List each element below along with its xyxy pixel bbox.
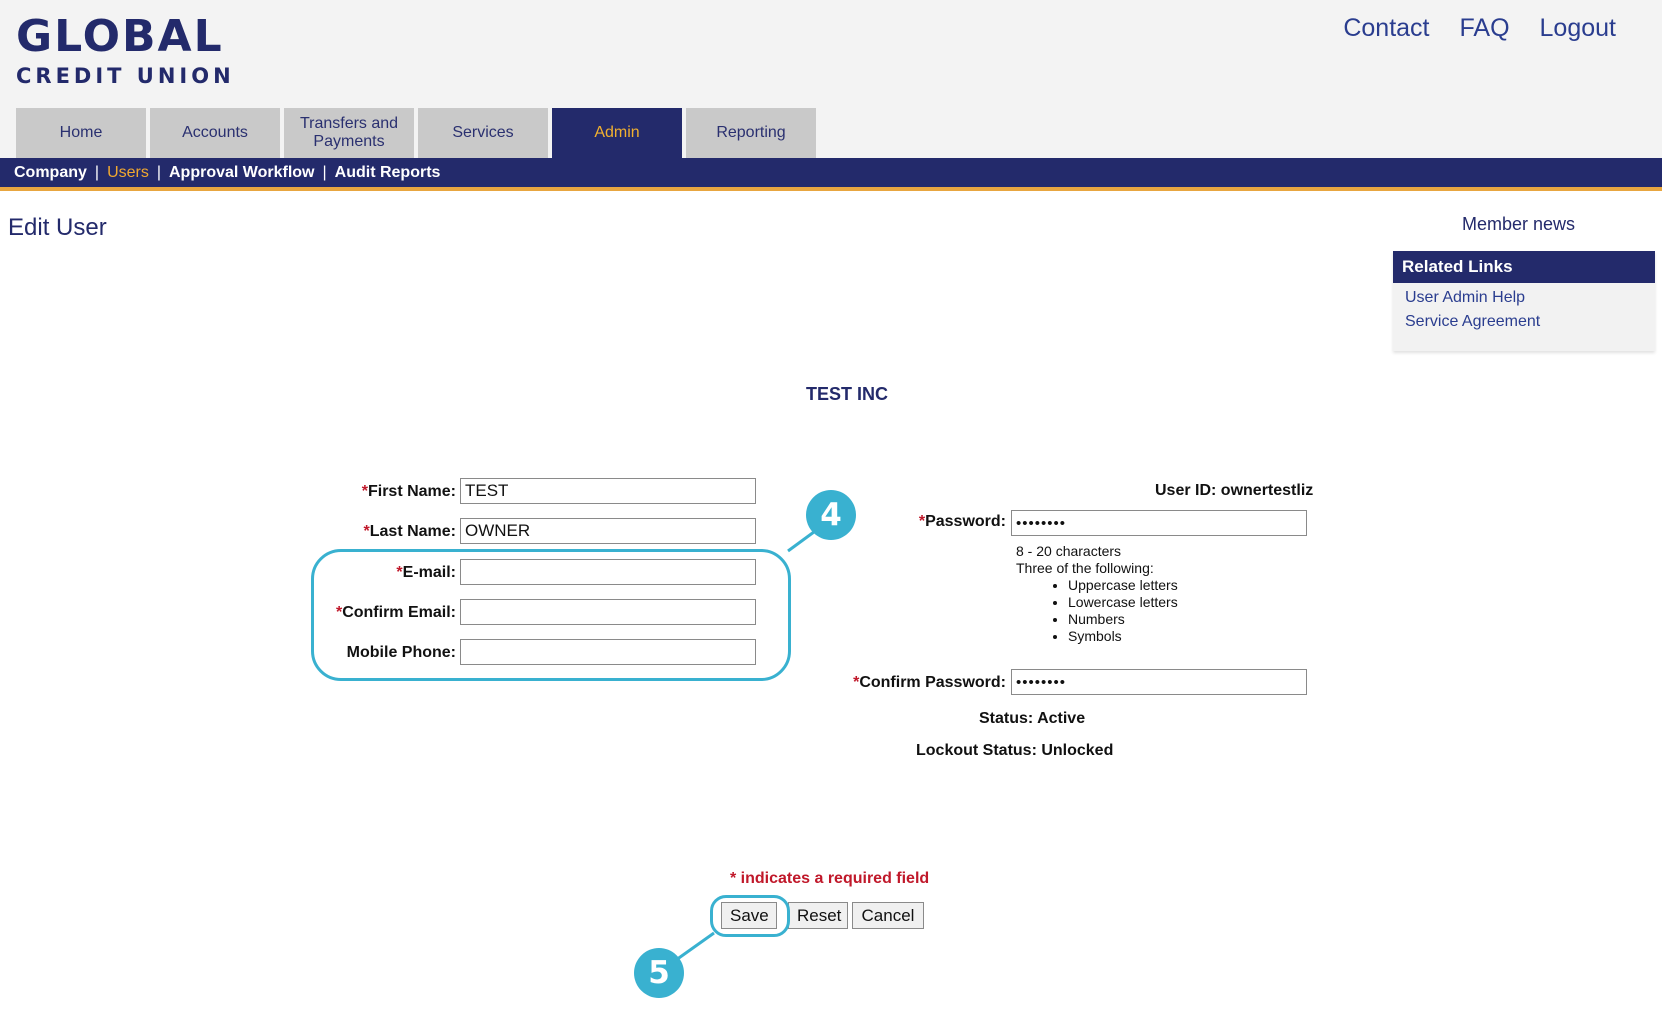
cancel-button[interactable]: Cancel (852, 902, 924, 929)
subnav-users[interactable]: Users (107, 163, 149, 181)
related-links-title: Related Links (1393, 251, 1655, 283)
required-field-note: * indicates a required field (730, 870, 930, 887)
last-name-label: *Last Name: (363, 523, 456, 540)
email-label: *E-mail: (396, 564, 456, 581)
last-name-field[interactable] (460, 518, 756, 544)
status-text: Status: Active (979, 710, 1086, 727)
subnav-approval-workflow[interactable]: Approval Workflow (169, 163, 315, 181)
password-field[interactable] (1011, 510, 1307, 536)
required-asterisk: * (396, 564, 403, 581)
tab-reporting[interactable]: Reporting (686, 108, 816, 158)
required-asterisk: * (363, 523, 370, 540)
reset-button[interactable]: Reset (788, 902, 848, 929)
mobile-phone-label: Mobile Phone: (346, 644, 456, 661)
password-rules (1016, 543, 1178, 645)
page-title: Edit User (8, 214, 107, 241)
tab-admin[interactable]: Admin (552, 108, 682, 158)
contact-link[interactable]: Contact (1343, 14, 1430, 42)
rule-item: • Symbols (1068, 628, 1178, 645)
member-news-link[interactable]: Member news (1462, 214, 1576, 234)
tab-transfers-and-payments[interactable]: Transfers and Payments (284, 108, 414, 158)
first-name-label: *First Name: (361, 483, 456, 500)
step-5-badge: 5 (634, 948, 684, 998)
callout-box-email-fields (311, 549, 791, 681)
admin-subnav (0, 158, 1662, 191)
subnav-divider: | (94, 163, 100, 181)
save-button[interactable]: Save (721, 902, 777, 929)
password-rules-intro: Three of the following: (1016, 560, 1154, 576)
first-name-field[interactable] (460, 478, 756, 504)
rule-item: • Uppercase letters (1068, 577, 1178, 594)
subnav-audit-reports[interactable]: Audit Reports (334, 163, 441, 181)
step-4-badge: 4 (806, 490, 856, 540)
password-rules-list (1016, 577, 1178, 645)
company-name: TEST INC (806, 384, 889, 404)
required-asterisk: * (853, 674, 860, 691)
user-id-text: User ID: ownertestliz (1155, 482, 1314, 499)
subnav-company[interactable]: Company (14, 163, 87, 181)
related-links-panel (1393, 251, 1655, 351)
callout-box-save (710, 895, 790, 937)
top-links (1343, 14, 1616, 43)
confirm-password-label: *Confirm Password: (853, 674, 1006, 691)
faq-link[interactable]: FAQ (1459, 14, 1510, 42)
password-length-rule: 8 - 20 characters (1016, 543, 1122, 559)
tab-home[interactable]: Home (16, 108, 146, 158)
user-admin-help-link[interactable]: User Admin Help (1405, 289, 1526, 306)
confirm-password-field[interactable] (1011, 669, 1307, 695)
tab-services[interactable]: Services (418, 108, 548, 158)
global-credit-union-logo[interactable] (16, 11, 235, 88)
confirm-email-label: *Confirm Email: (335, 604, 456, 621)
service-agreement-link[interactable]: Service Agreement (1405, 313, 1541, 330)
rule-item: • Lowercase letters (1068, 594, 1178, 611)
required-asterisk: * (335, 604, 343, 621)
subnav-divider: | (156, 163, 161, 181)
main-tabs (16, 108, 816, 158)
rule-item: • Numbers (1068, 611, 1178, 628)
lockout-status-text: Lockout Status: Unlocked (916, 742, 1114, 759)
required-asterisk: * (918, 513, 926, 530)
required-asterisk: * (361, 483, 368, 500)
logo-main-text: GLOBAL (16, 11, 224, 62)
tab-accounts[interactable]: Accounts (150, 108, 280, 158)
logo-sub-text: CREDIT UNION (16, 64, 235, 88)
subnav-divider: | (322, 163, 327, 181)
password-label: *Password: (918, 513, 1006, 530)
logout-link[interactable]: Logout (1539, 14, 1616, 42)
